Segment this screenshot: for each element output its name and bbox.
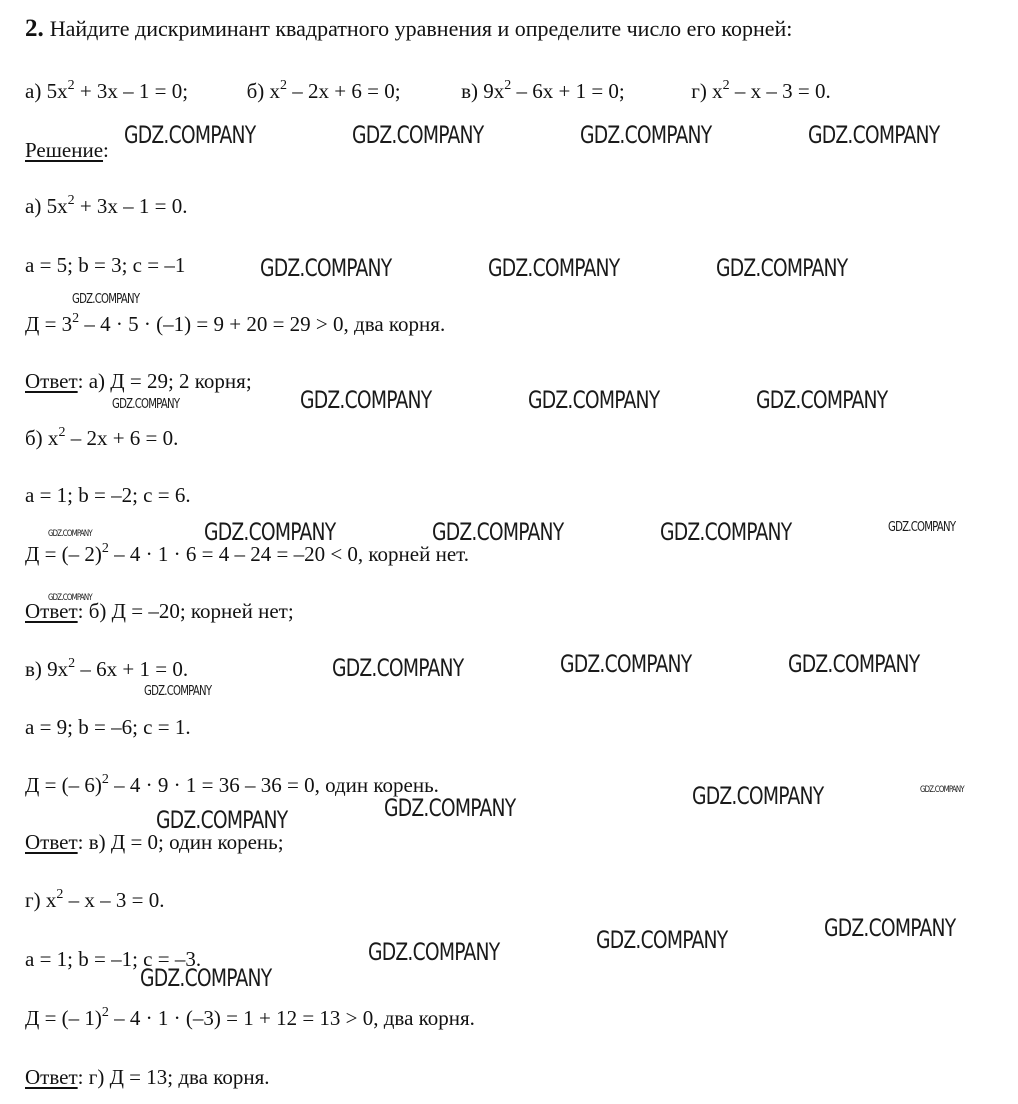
equation-a: а) $5x^2 + 3x - 1 = 0$;	[25, 78, 189, 103]
watermark: GDZ.COMPANY	[716, 254, 848, 282]
solution-label: Решение	[25, 138, 104, 162]
watermark: GDZ.COMPANY	[692, 782, 824, 810]
watermark: GDZ.COMPANY	[432, 518, 564, 546]
equation-b: б) $x^2 - 2x + 6 = 0$;	[246, 78, 401, 103]
part-g-coefficients: a = 1; b = –1; c = –3.	[25, 947, 202, 971]
part-v-coefficients: a = 9; b = –6; c = 1.	[25, 715, 191, 739]
part-v-equation: в) $9x^2 - 6x + 1 = 0$.	[25, 656, 189, 681]
watermark: GDZ.COMPANY	[580, 121, 712, 149]
part-a-equation: а) $5x^2 + 3x - 1 = 0$.	[25, 193, 188, 218]
watermark: GDZ.COMPANY	[788, 650, 920, 678]
part-a-discriminant: $Д = 3^2 - 4 \cdot 5 \cdot (-1) = 9 + 20 = 29 > 0$, два корня.	[25, 311, 446, 336]
task-number: 2.	[25, 15, 44, 42]
part-g-equation: г) $x^2 - x - 3 = 0$.	[25, 887, 165, 912]
watermark: GDZ.COMPANY	[560, 650, 692, 678]
watermark: GDZ.COMPANY	[528, 386, 660, 414]
watermark: GDZ.COMPANY	[368, 938, 500, 966]
watermark: GDZ.COMPANY	[888, 520, 956, 535]
part-b-coefficients: a = 1; b = –2; c = 6.	[25, 483, 191, 507]
part-g-discriminant: Д = (– 1)$^2$ – 4 · 1 · (–3) = 1 + 12 = 13 > 0, два корня.	[25, 1005, 475, 1030]
watermark: GDZ.COMPANY	[384, 794, 516, 822]
watermark: GDZ.COMPANY	[260, 254, 392, 282]
watermark: GDZ.COMPANY	[824, 914, 956, 942]
watermark: GDZ.COMPANY	[144, 684, 212, 699]
watermark: GDZ.COMPANY	[920, 785, 964, 795]
part-g-answer: Ответ: г) Д = 13; два корня.	[25, 1065, 270, 1089]
watermark: GDZ.COMPANY	[124, 121, 256, 149]
watermark: GDZ.COMPANY	[808, 121, 940, 149]
equations-row	[25, 78, 831, 104]
part-b-discriminant: Д = (– 2)$^2$ – 4 · 1 · 6 = 4 – 24 = –20 < 0, корней нет.	[25, 541, 470, 566]
part-v-answer: Ответ: в) Д = 0; один корень;	[25, 830, 284, 854]
watermark: GDZ.COMPANY	[300, 386, 432, 414]
equation-v: в) $9x^2 - 6x + 1 = 0$;	[461, 78, 625, 103]
task-title: Найдите дискриминант квадратного уравнения и определите число его корней:	[49, 16, 793, 41]
solution-heading: Решение:	[25, 138, 109, 162]
part-v-discriminant: Д = (– 6)$^2$ – 4 · 9 · 1 = 36 – 36 = 0, один корень.	[25, 772, 439, 797]
watermark: GDZ.COMPANY	[332, 654, 464, 682]
watermark: GDZ.COMPANY	[140, 964, 272, 992]
watermark: GDZ.COMPANY	[156, 806, 288, 834]
part-a-answer: Ответ: а) Д = 29; 2 корня;	[25, 369, 252, 393]
watermark: GDZ.COMPANY	[48, 593, 92, 603]
task-heading	[25, 16, 792, 42]
watermark: GDZ.COMPANY	[488, 254, 620, 282]
part-b-equation: б) $x^2 - 2x + 6 = 0$.	[25, 425, 179, 450]
watermark: GDZ.COMPANY	[352, 121, 484, 149]
watermark: GDZ.COMPANY	[72, 292, 140, 307]
watermark: GDZ.COMPANY	[112, 397, 180, 412]
equation-g: г) $x^2 - x - 3 = 0$.	[691, 78, 831, 103]
watermark: GDZ.COMPANY	[596, 926, 728, 954]
watermark: GDZ.COMPANY	[660, 518, 792, 546]
watermark: GDZ.COMPANY	[48, 529, 92, 539]
watermark: GDZ.COMPANY	[756, 386, 888, 414]
part-a-coefficients: a = 5; b = 3; c = –1	[25, 253, 186, 277]
part-b-answer: Ответ: б) Д = –20; корней нет;	[25, 599, 294, 623]
watermark: GDZ.COMPANY	[204, 518, 336, 546]
